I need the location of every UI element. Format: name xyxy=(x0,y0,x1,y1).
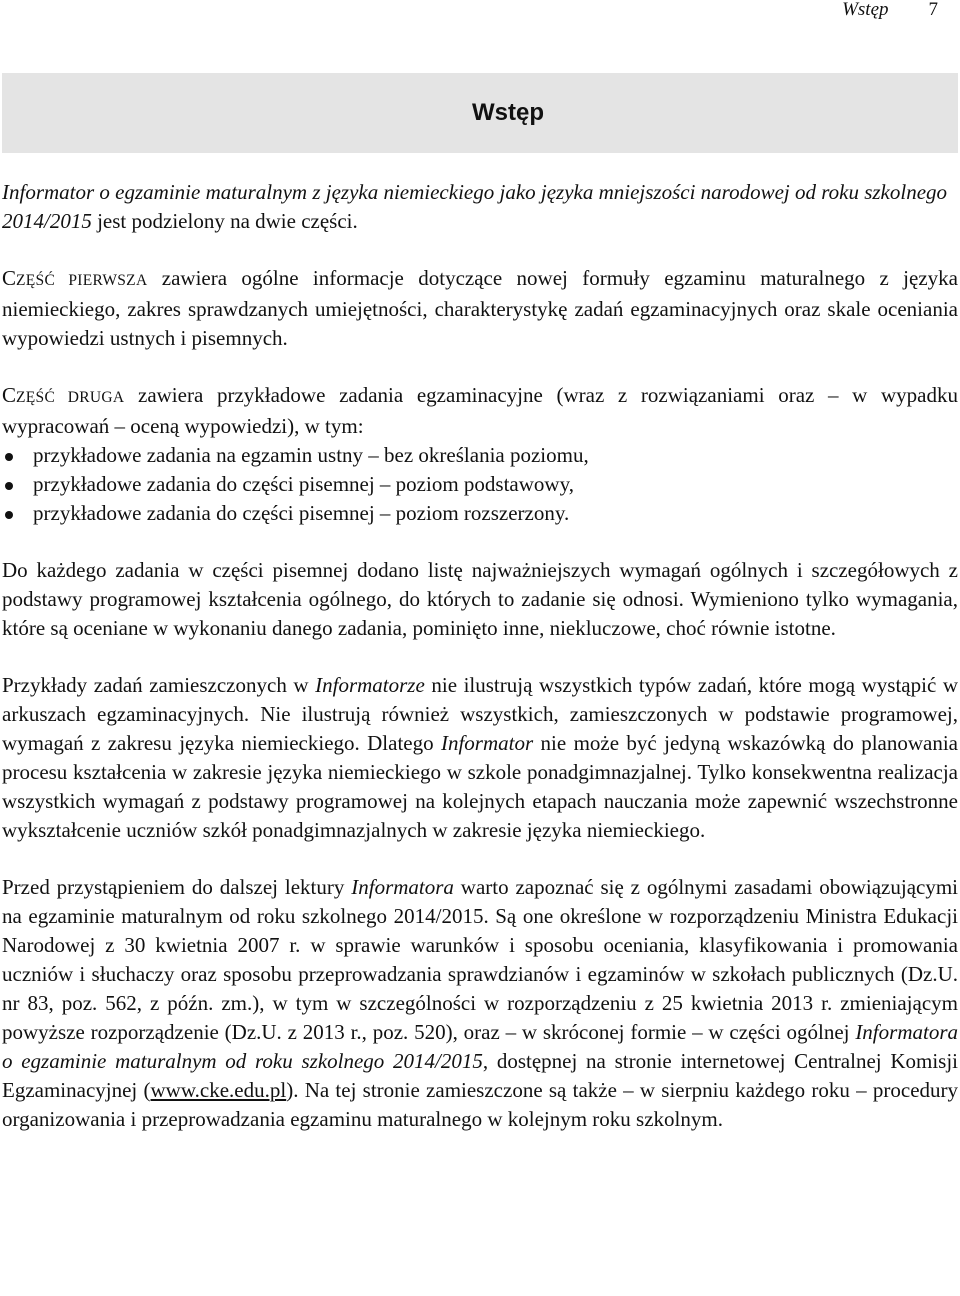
running-header xyxy=(842,0,938,20)
intro-paragraph xyxy=(2,178,958,236)
page-number: 7 xyxy=(928,0,938,20)
part-one-initial: C xyxy=(2,266,17,290)
rules-paragraph xyxy=(2,873,958,1134)
examples-italic-2: Informator xyxy=(440,731,534,755)
rules-text-3: , dostępnej na stronie internetowej Centralnej Komisji Egzaminacyjnej ( xyxy=(2,1049,959,1102)
running-header-title: Wstęp xyxy=(842,0,889,20)
cke-website-link[interactable]: www.cke.edu.pl xyxy=(150,1078,287,1102)
examples-paragraph xyxy=(2,671,958,845)
list-item: przykładowe zadania do części pisemnej – poziom podstawowy, xyxy=(2,470,958,499)
part-one-paragraph xyxy=(2,264,958,353)
examples-text-2: nie ilustrują wszystkich typów zadań, które mogą wystąpić w arkuszach egzaminacyjnych. Nie ilustrują również wszystkich, zamieszczonych w podstawie programowej, wymagań z zakresu języka niemieckiego. Dlatego xyxy=(2,673,958,755)
requirements-paragraph: Do każdego zadania w części pisemnej dodano listę najważniejszych wymagań ogólnych i szczegółowych z podstawy programowej kształcenia ogólnego, do których to zadanie się odnosi. Wymieniono tylko wymagania, które są oceniane w wykonaniu danego zadania, pominięto inne, niekluczowe, choć równie istotne. xyxy=(2,558,958,640)
part-one-label: ZĘŚĆ PIERWSZA xyxy=(16,272,148,289)
main-content xyxy=(2,178,958,1162)
rules-italic-1: Informatora xyxy=(351,875,454,899)
part-two-paragraph xyxy=(2,381,958,441)
title-band xyxy=(2,73,958,153)
page-title: Wstęp xyxy=(472,99,544,126)
part-two-text: zawiera przykładowe zadania egzaminacyjne (wraz z rozwiązaniami oraz – w wypadku wypracowań – oceną wypowiedzi), w tym: xyxy=(2,383,958,438)
part-two-list xyxy=(2,441,958,528)
list-item: przykładowe zadania na egzamin ustny – bez określania poziomu, xyxy=(2,441,958,470)
rules-text-1: Przed przystąpieniem do dalszej lektury xyxy=(2,875,352,899)
rules-text-2: warto zapoznać się z ogólnymi zasadami obowiązującymi na egzaminie maturalnym od roku szkolnego 2014/2015. Są one określone w rozporządzeniu Ministra Edukacji Narodowej z 30 kwietnia 2007 r. w sprawie warunków i sposobu oceniania, klasyfikowania i promowania uczniów i słuchaczy oraz sposobu przeprowadzania sprawdzianów i egzaminów w szkołach publicznych (Dz.U. nr 83, poz. 562, z późn. zm.), w tym w szczególności w rozporządzeniu z 25 kwietnia 2013 r. zmieniającym powyższe rozporządzenie (Dz.U. z 2013 r., poz. 520), oraz – w skróconej formie – w części ogólnej xyxy=(2,875,959,1044)
intro-text: jest podzielony na dwie części. xyxy=(91,209,358,233)
rules-italic-2: Informatora o egzaminie maturalnym od roku szkolnego 2014/2015 xyxy=(2,1020,958,1073)
rules-text-4: ). Na tej stronie zamieszczone są także – w sierpniu każdego roku – procedury organizowania i przeprowadzania egzaminu maturalnego w kolejnym roku szkolnym. xyxy=(2,1078,959,1131)
part-one-text: zawiera ogólne informacje dotyczące nowej formuły egzaminu maturalnego z języka niemieckiego, zakres sprawdzanych umiejętności, charakterystykę zadań egzaminacyjnych oraz skale oceniania wypowiedzi ustnych i pisemnych. xyxy=(2,266,958,350)
part-two-label: ZĘŚĆ DRUGA xyxy=(16,389,125,406)
list-item: przykładowe zadania do części pisemnej – poziom rozszerzony. xyxy=(2,499,958,528)
examples-text-1: Przykłady zadań zamieszczonych w xyxy=(2,673,316,697)
part-two-initial: C xyxy=(2,383,17,407)
informator-title: Informator o egzaminie maturalnym z języka niemieckiego jako języka mniejszości narodowej od roku szkolnego 2014/2015 xyxy=(2,180,948,233)
examples-italic-1: Informatorze xyxy=(315,673,425,697)
examples-text-3: nie może być jedyną wskazówką do planowania procesu kształcenia w zakresie języka niemieckiego w szkole ponadgimnazjalnej. Tylko konsekwentna realizacja wszystkich wymagań z podstawy programowej na kolejnych etapach nauczania może zapewnić wszechstronne wykształcenie uczniów szkół ponadgimnazjalnych w zakresie języka niemieckiego. xyxy=(2,731,958,842)
